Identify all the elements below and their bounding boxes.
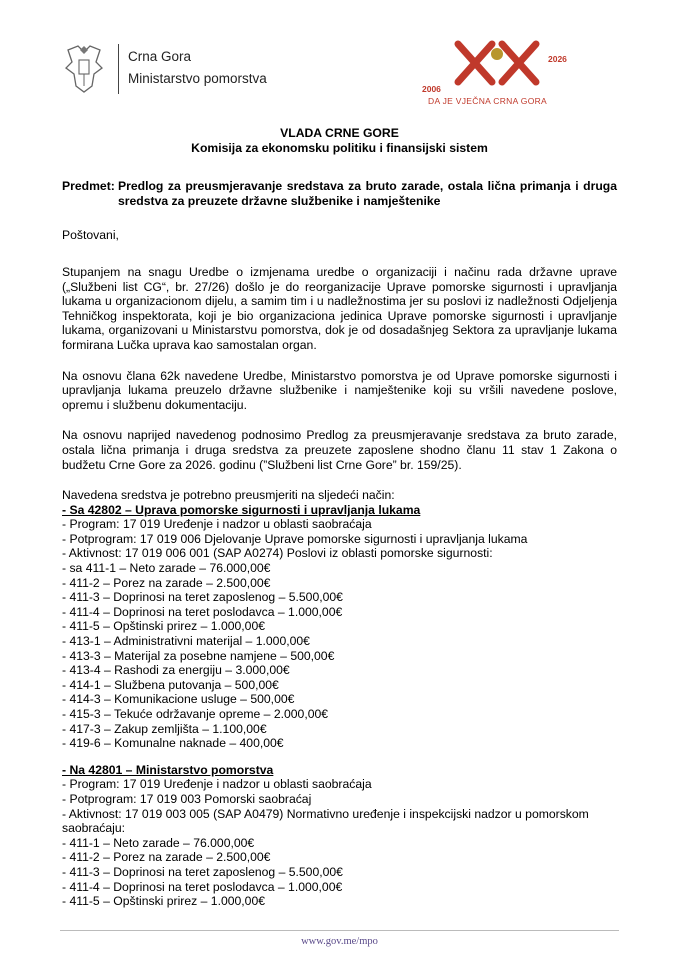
org-line-country: Crna Gora bbox=[128, 49, 192, 64]
list-item: - 411-4 – Doprinosi na teret poslodavca – 1.000,00€ bbox=[62, 879, 343, 894]
list-item: - sa 411-1 – Neto zarade – 76.000,00€ bbox=[62, 561, 271, 576]
list-item: - 417-3 – Zakup zemljišta – 1.100,00€ bbox=[62, 721, 267, 736]
addressee-commission: Komisija za ekonomsku politiku i finansijski sistem bbox=[191, 140, 488, 155]
paragraph-3: Na osnovu naprijed navedenog podnosimo Predlog za preusmjeravanje sredstava za bruto zarade, ostala lična primanja i druga sredstva za preuzete zaposlene shodno članu 11 stav 1 Zakona o budžetu Crne Gore za 2026. godinu (”Službeni list Crne Gore” br. 159/25). bbox=[62, 428, 617, 472]
letterhead bbox=[62, 40, 622, 110]
list-item: - 411-5 – Opštinski prirez – 1.000,00€ bbox=[62, 894, 266, 909]
section-to-list bbox=[62, 777, 617, 908]
emblem-motto: DA JE VJEČNA CRNA GORA bbox=[428, 96, 548, 106]
list-item: - 411-3 – Doprinosi na teret zaposlenog – 5.500,00€ bbox=[62, 590, 343, 605]
list-item: - 413-1 – Administrativni materijal – 1.000,00€ bbox=[62, 634, 310, 649]
organization-name bbox=[128, 46, 267, 90]
addressee-government: VLADA CRNE GORE bbox=[280, 126, 399, 140]
emblem-year-start: 2006 bbox=[422, 84, 441, 94]
list-item: - 419-6 – Komunalne naknade – 400,00€ bbox=[62, 736, 284, 751]
emblem-year-end: 2026 bbox=[548, 54, 567, 64]
list-item: - Program: 17 019 Uređenje i nadzor u oblasti saobraćaja bbox=[62, 517, 372, 532]
list-item: - 414-1 – Službena putovanja – 500,00€ bbox=[62, 677, 279, 692]
list-item: - 413-4 – Rashodi za energiju – 3.000,00€ bbox=[62, 663, 290, 678]
reallocation-intro: Navedena sredstva je potrebno preusmjeriti na sljedeći način: bbox=[62, 488, 395, 503]
list-item: - 414-3 – Komunikacione usluge – 500,00€ bbox=[62, 692, 295, 707]
list-item: - 411-2 – Porez na zarade – 2.500,00€ bbox=[62, 850, 271, 865]
xx-anniversary-icon bbox=[452, 40, 542, 86]
subject-block bbox=[62, 179, 617, 208]
paragraph-2: Na osnovu člana 62k navedene Uredbe, Ministarstvo pomorstva je od Uprave pomorske sigurnosti i upravljanja lukama preuzelo državne službenike i namještenike koji su vršili navedene poslove, opremu i službenu dokumentaciju. bbox=[62, 368, 617, 412]
header-divider bbox=[118, 44, 119, 94]
greeting: Poštovani, bbox=[62, 228, 119, 243]
section-to-title: - Na 42801 – Ministarstvo pomorstva bbox=[62, 762, 274, 777]
anniversary-emblem bbox=[422, 40, 582, 110]
list-item: - 413-3 – Materijal za posebne namjene – 500,00€ bbox=[62, 648, 335, 663]
paragraph-1: Stupanjem na snagu Uredbe o izmjenama uredbe o organizaciji i načinu rada državne uprave („Službeni list CG“, br. 27/26) došlo je do reorganizacije Uprave pomorske sigurnosti i upravljanja lukama u organizacionom dijelu, a samim tim i u nadležnostima jer su poslovi iz nadležnosti Odjeljenja Tehničkog inspektorata, koji je bio organizaciona jedinica Uprave pomorske sigurnosti i upravljanje lukama, organizovani u Ministarstvu pomorstva, dok je od dosadašnjeg Sektora za upravljanje lukama formirana Lučka uprava kao samostalan organ. bbox=[62, 264, 617, 352]
list-item: - Program: 17 019 Uređenje i nadzor u oblasti saobraćaja bbox=[62, 777, 372, 792]
list-item: - 411-2 – Porez na zarade – 2.500,00€ bbox=[62, 575, 271, 590]
coat-of-arms-icon bbox=[62, 44, 106, 94]
list-item: - 415-3 – Tekuće održavanje opreme – 2.000,00€ bbox=[62, 707, 329, 721]
org-line-ministry: Ministarstvo pomorstva bbox=[128, 71, 267, 86]
footer-divider bbox=[60, 930, 619, 931]
list-item: - 411-4 – Doprinosi na teret poslodavca – 1.000,00€ bbox=[62, 604, 343, 619]
list-item: - 411-1 – Neto zarade – 76.000,00€ bbox=[62, 835, 255, 850]
list-item: - 411-3 – Doprinosi na teret zaposlenog – 5.500,00€ bbox=[62, 864, 343, 879]
subject-text: Predlog za preusmjeravanje sredstava za bruto zarade, ostala lična primanja i druga sredstva za preuzete državne službenike i namještenike bbox=[118, 179, 617, 208]
list-item: - Potprogram: 17 019 006 Djelovanje Uprave pomorske sigurnosti i upravljanja lukama bbox=[62, 531, 528, 546]
list-item: - 411-5 – Opštinski prirez – 1.000,00€ bbox=[62, 619, 266, 634]
section-from-title: - Sa 42802 – Uprava pomorske sigurnosti i upravljanja lukama bbox=[62, 502, 421, 517]
list-item: - Aktivnost: 17 019 003 005 (SAP A0479) Normativno uređenje i inspekcijski nadzor u pomorskom saobraćaju: bbox=[62, 806, 589, 836]
subject-label: Predmet: bbox=[62, 179, 115, 194]
section-from-list bbox=[62, 517, 617, 751]
letter-body bbox=[62, 126, 617, 909]
list-item: - Aktivnost: 17 019 006 001 (SAP A0274) Poslovi iz oblasti pomorske sigurnosti: bbox=[62, 546, 493, 561]
list-item: - Potprogram: 17 019 003 Pomorski saobraćaj bbox=[62, 791, 312, 806]
footer-url[interactable]: www.gov.me/mpo bbox=[301, 936, 378, 947]
